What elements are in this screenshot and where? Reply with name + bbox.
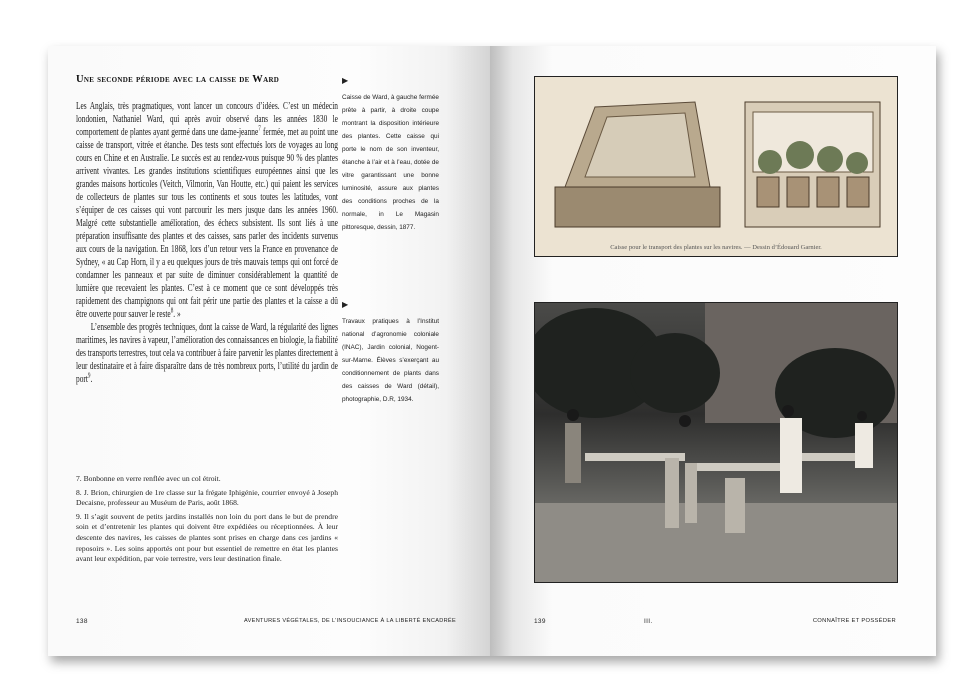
footnote: 7. Bonbonne en verre renflée avec un col étroit. <box>76 474 221 483</box>
inac-photograph <box>534 302 898 583</box>
footnote: 8. J. Brion, chirurgien de 1re classe sur la frégate Iphigénie, courrier envoyé à Joseph Decaisne, professeur au Muséum de Paris, août 1868. <box>76 487 338 508</box>
section-heading: Une seconde période avec la caisse de Ward <box>76 74 280 85</box>
page-number: 139 <box>534 618 546 625</box>
engraving-caption: Caisse pour le transport des plantes sur les navires. — Dessin d’Édouard Garnier. <box>610 244 822 251</box>
caption-ward-case: ▶ Caisse de Ward, à gauche fermée prête à partir, à droite coupe montrant la disposition intérieure des plantes. Cette caisse qui porte le nom de son inventeur, étanche à l’air et à l’eau, dotée de vitre garantissant une bonne luminosité, assure aux plantes des conditions proches de la normale, in Le Magasin pittoresque, dessin, 1877. <box>342 76 439 231</box>
chapter-number: III. <box>644 618 653 625</box>
body-text <box>76 100 338 386</box>
students-photo <box>535 303 897 582</box>
engraving-illustration <box>535 77 897 256</box>
running-title: AVENTURES VÉGÉTALES, DE L’INSOUCIANCE À LA LIBERTÉ ENCADRÉE <box>244 618 456 624</box>
footnotes <box>76 474 338 568</box>
running-title: CONNAÎTRE ET POSSÉDER <box>812 618 896 624</box>
arrow-icon: ▶ <box>342 300 349 309</box>
page-number: 138 <box>76 618 88 625</box>
footnote-ref[interactable]: 8 <box>170 306 174 315</box>
footnote: 9. Il s’agit souvent de petits jardins installés non loin du port dans le but de prendre soin et d’entretenir les plantes qui doivent être expédiées ou réceptionnées. À leur descente des navires, les caisses de plantes sont prises en charge dans ces jardins « reposoirs ». Les soins apportés ont pour but essentiel de remettre en état les plantes avant leur expédition, par voie terrestre, vers leur destination finale. <box>76 511 338 564</box>
book-spread <box>48 46 936 656</box>
arrow-icon: ▶ <box>342 76 349 85</box>
caption-inac-photo: ▶ Travaux pratiques à l’Institut national d’agronomie coloniale (INAC), Jardin colonial, Nogent-sur-Marne. Élèves s’exerçant au conditionnement de plants dans des caisses de Ward (détail), photographie, D.R, 1934. <box>342 300 439 403</box>
footnote-ref[interactable]: 7 <box>258 124 261 133</box>
footnote-ref[interactable]: 9 <box>87 371 91 380</box>
ward-case-engraving <box>534 76 898 257</box>
paragraph: L’ensemble des progrès techniques, dont la caisse de Ward, la régularité des lignes maritimes, les navires à vapeur, l’amélioration des connaissances en biologie, la fiabilité des transports terrestres, tout cela va contribuer à faire parvenir les plantes directement à leur destinataire et à faire disparaître dans de très nombreux ports, l’utilité du jardin de port$^9$. <box>76 322 338 385</box>
paragraph: Les Anglais, très pragmatiques, vont lancer un concours d’idées. C’est un médecin londonien, Nathaniel Ward, qui après avoir observé dans les années 1830 le comportement de plantes ayant germé dans une dame-jeanne$^7$ fermée, met au point une caisse de transport, vitrée et étanche. Des tests sont effectués lors de voyages au long cours en Chine et en Australie. Le succès est au rendez-vous puisque 90 % des plantes arrivent vivantes. Les grandes institutions scientifiques européennes ainsi que les grandes maisons horticoles (Veitch, Vilmorin, Van Houtte, etc.) qui paient les services de collecteurs de plantes sur tous les continents et sous toutes les latitudes, vont s’équiper de ces caisses qui vont parcourir les mers jusque dans les années 1960. Malgré cette substantielle amélioration, des échecs subsistent. Ils sont liés à une préparation insuffisante des plantes et des caisses, sans parler des incidents survenus aux cours de la navigation. En 1868, lors d’un retour vers la France en provenance de Sydney, « au Cap Horn, il y a eu quelques jours de très mauvais temps qui ont forcé de condamner les panneaux et par suite de diminuer considérablement la quantité de lumière que recevaient les plantes. C’est à ce moment que ce sont développés très rapidement des champignons qui ont fait périr une partie des plantes et la caisse a dû être ouverte pour sauver le reste$^8$. » <box>76 101 338 320</box>
